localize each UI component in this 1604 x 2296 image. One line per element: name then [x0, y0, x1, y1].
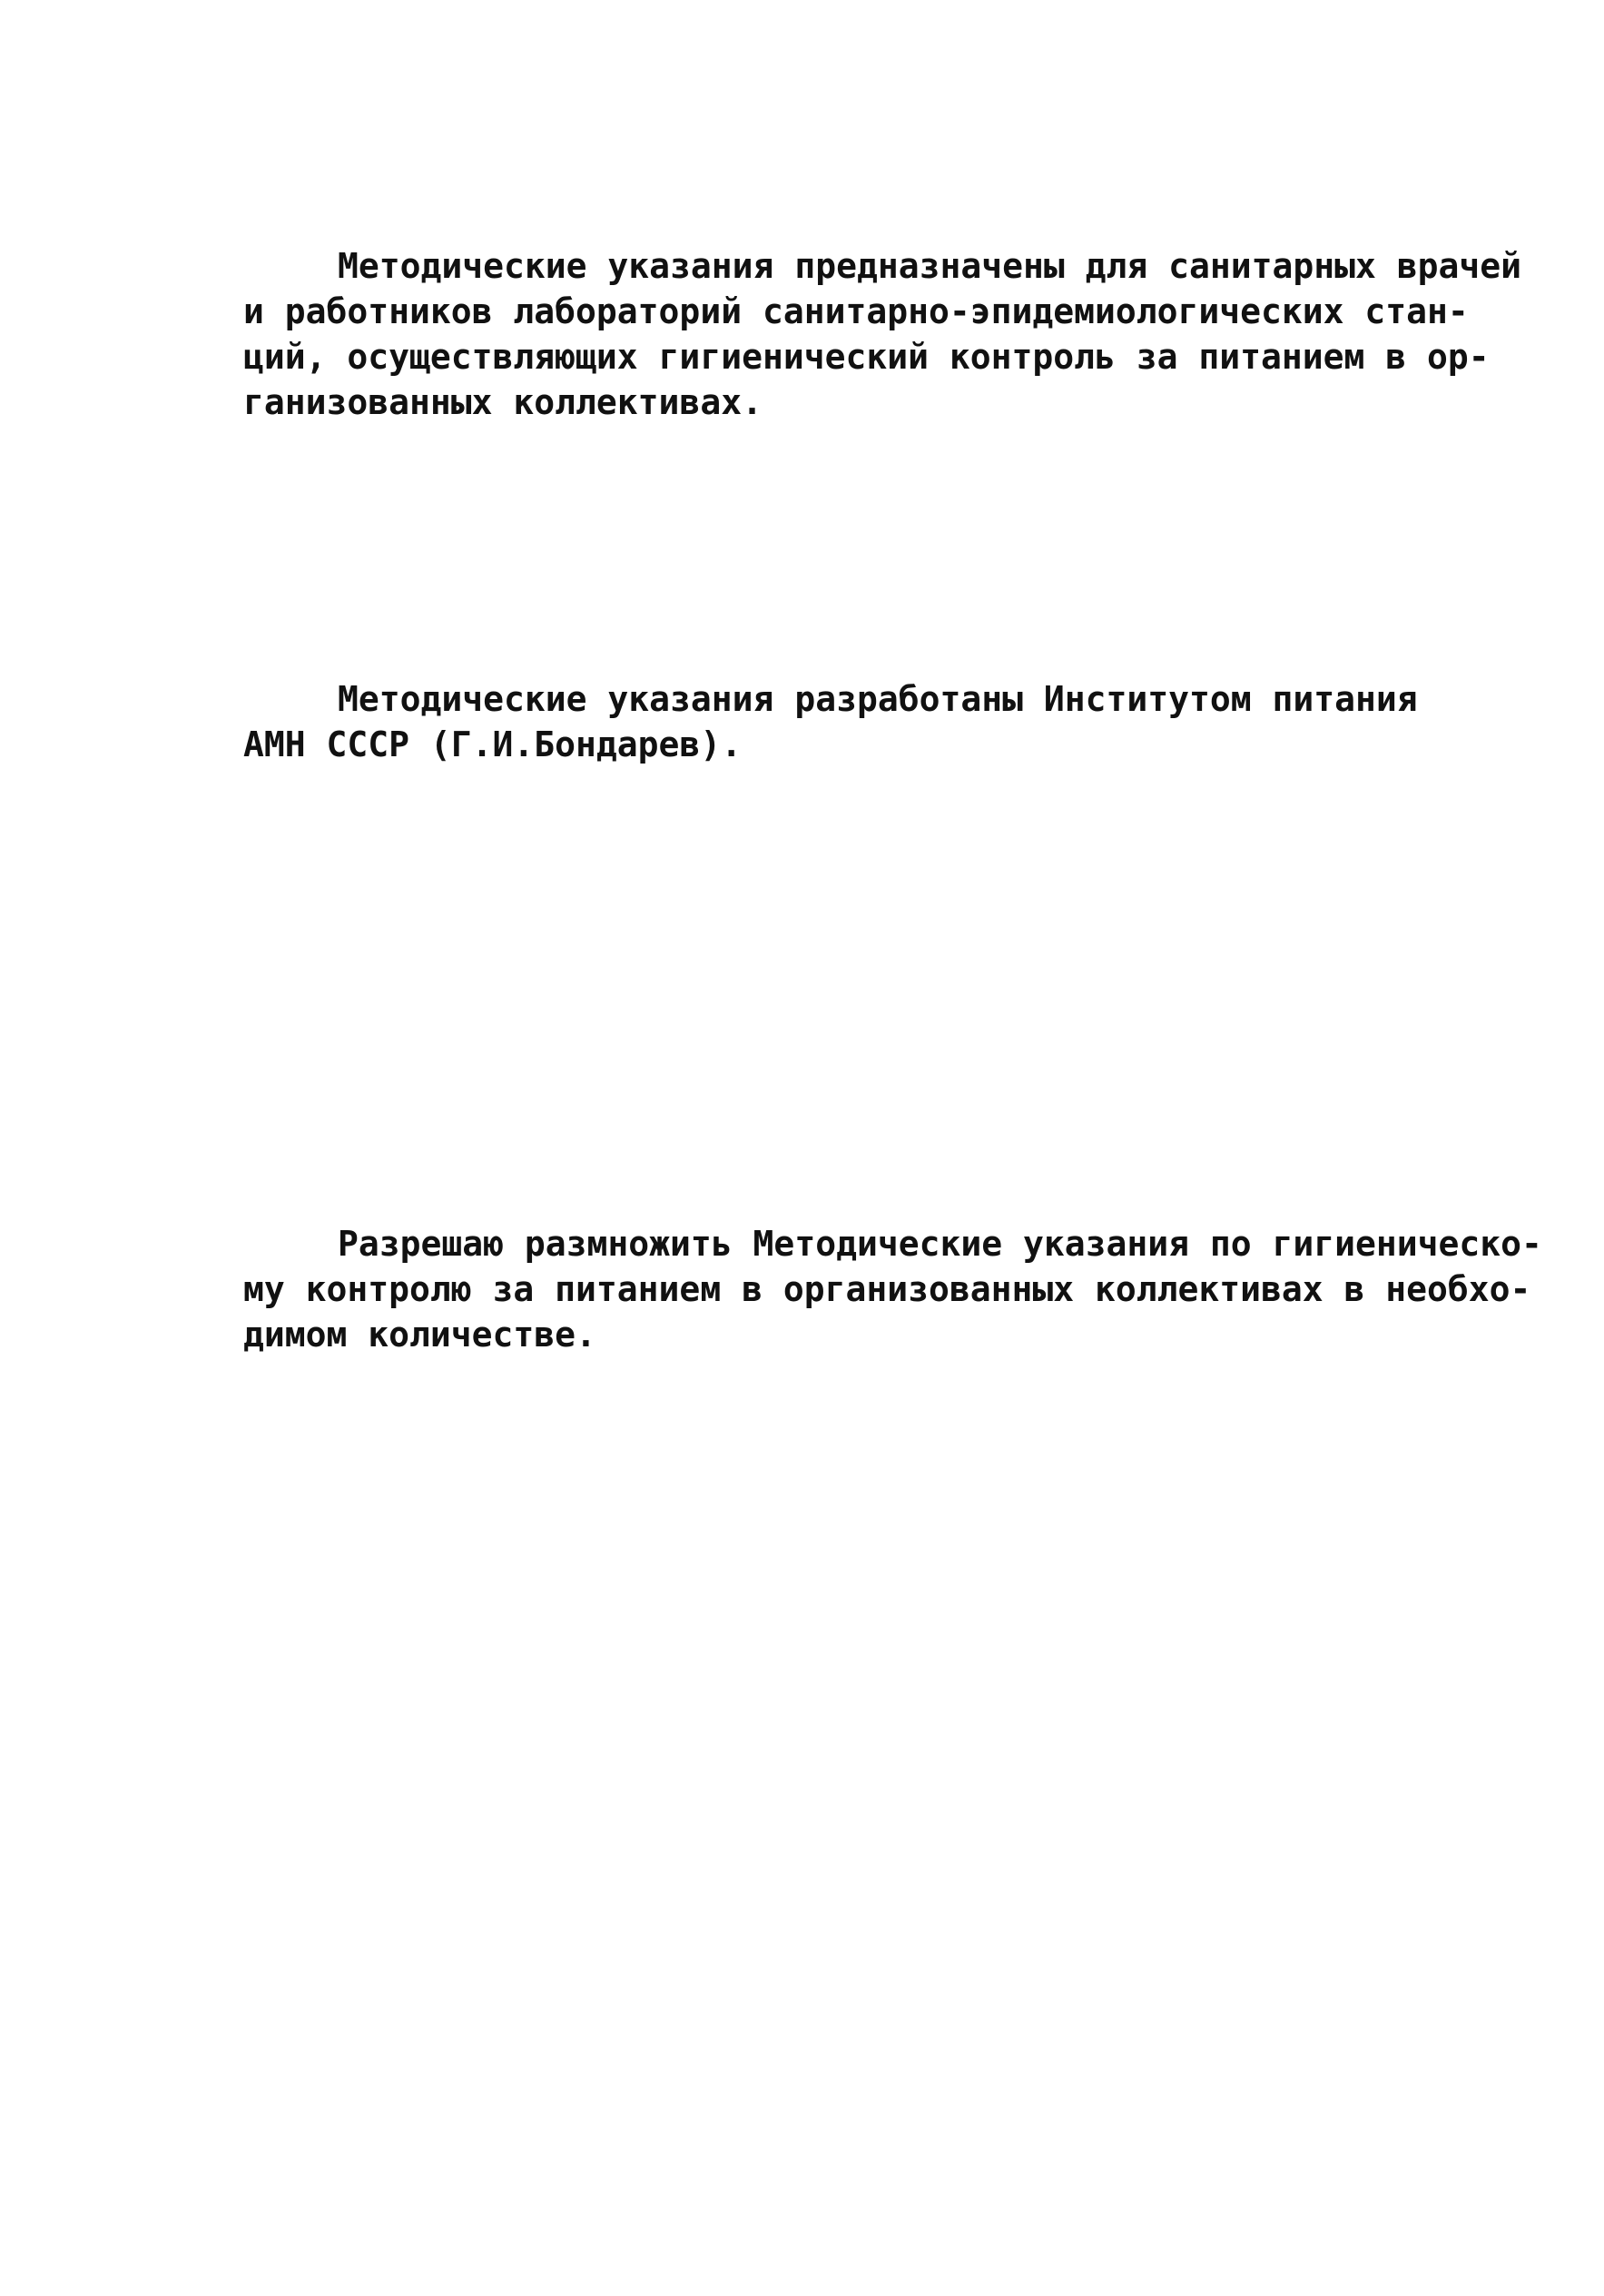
paragraph-line: Разрешаю размножить Методические указания по гигиеническо-	[338, 1224, 1542, 1264]
paragraph-line: Методические указания разработаны Институтом питания	[338, 679, 1418, 719]
paragraph-line: му контролю за питанием в организованных коллективах в необхо-	[243, 1269, 1531, 1309]
paragraph-line: ций, осуществляющих гигиенический контроль за питанием в ор-	[243, 337, 1490, 377]
paragraph-line: и работников лабораторий санитарно-эпидемиологических стан-	[243, 291, 1469, 331]
paragraph-line: Методические указания предназначены для санитарных врачей	[338, 246, 1522, 286]
paragraph-line: АМН СССР (Г.И.Бондарев).	[243, 724, 743, 764]
paragraph-line: димом количестве.	[243, 1315, 596, 1355]
paragraph-line: ганизованных коллективах.	[243, 382, 763, 422]
